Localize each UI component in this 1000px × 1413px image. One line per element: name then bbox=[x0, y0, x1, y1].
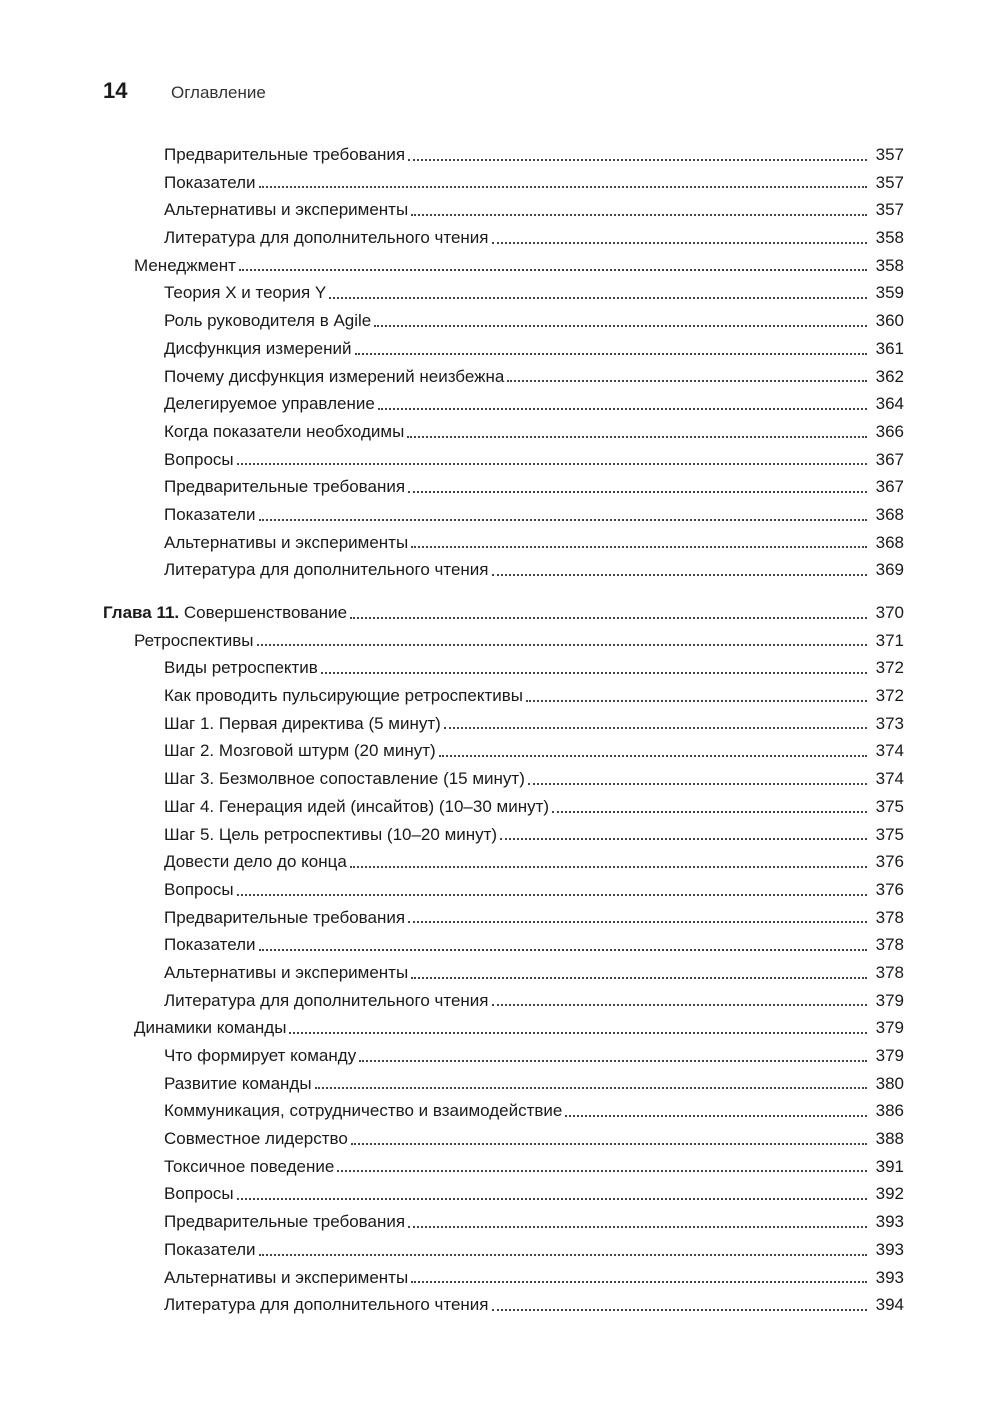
toc-entry-label: Дисфункция измерений bbox=[164, 338, 352, 358]
toc-entry-label: Предварительные требования bbox=[164, 1212, 406, 1232]
toc-entry-label: Литература для дополнительного чтения bbox=[164, 228, 489, 248]
toc-entry-title bbox=[164, 169, 256, 197]
toc-entry[interactable] bbox=[103, 1097, 904, 1125]
toc-entry-page: 391 bbox=[875, 1156, 904, 1176]
toc-entry[interactable] bbox=[103, 473, 904, 501]
table-of-contents bbox=[103, 141, 904, 1319]
dot-leader bbox=[526, 699, 867, 702]
toc-entry-label: Показатели bbox=[164, 1239, 256, 1259]
toc-entry-page: 362 bbox=[875, 366, 904, 386]
toc-entry-label: Виды ретроспектив bbox=[164, 658, 318, 678]
toc-entry-page: 376 bbox=[875, 852, 904, 872]
toc-entry[interactable] bbox=[103, 1180, 904, 1208]
toc-entry-title bbox=[164, 279, 326, 307]
toc-entry-page: 373 bbox=[875, 713, 904, 733]
toc-entry-label: Вопросы bbox=[164, 879, 234, 899]
toc-entry-label: Шаг 4. Генерация идей (инсайтов) (10–30 минут) bbox=[164, 796, 550, 816]
toc-entry-title bbox=[164, 390, 375, 418]
toc-entry[interactable] bbox=[103, 446, 904, 474]
toc-entry-title bbox=[164, 654, 318, 682]
dot-leader bbox=[289, 1031, 867, 1034]
dot-leader bbox=[411, 213, 867, 216]
dot-leader bbox=[408, 920, 867, 923]
toc-entry[interactable] bbox=[103, 1208, 904, 1236]
toc-entry-page: 378 bbox=[875, 907, 904, 927]
toc-entry-title bbox=[164, 307, 371, 335]
toc-entry[interactable] bbox=[103, 1153, 904, 1181]
chapter-number: Глава 11. bbox=[103, 603, 180, 622]
toc-entry-page: 358 bbox=[875, 255, 904, 275]
toc-entry[interactable] bbox=[103, 1042, 904, 1070]
toc-entry-label: Довести дело до конца bbox=[164, 852, 347, 872]
dot-leader bbox=[321, 671, 867, 674]
dot-leader bbox=[492, 1308, 868, 1311]
dot-leader bbox=[492, 573, 868, 576]
toc-entry-page: 379 bbox=[875, 1018, 904, 1038]
toc-entry-label: Вопросы bbox=[164, 449, 234, 469]
toc-entry-title bbox=[134, 627, 254, 655]
toc-entry-label: Совместное лидерство bbox=[164, 1129, 348, 1149]
toc-entry-page: 370 bbox=[875, 603, 904, 622]
toc-entry-page: 361 bbox=[875, 338, 904, 358]
toc-entry-label: Развитие команды bbox=[164, 1073, 312, 1093]
toc-entry-title bbox=[164, 793, 549, 821]
toc-entry-title bbox=[164, 418, 404, 446]
toc-entry-page: 366 bbox=[875, 421, 904, 441]
toc-entry[interactable] bbox=[103, 501, 904, 529]
toc-entry-label: Почему дисфункция измерений неизбежна bbox=[164, 366, 505, 386]
toc-entry-title bbox=[134, 252, 236, 280]
toc-entry[interactable] bbox=[103, 196, 904, 224]
toc-entry-title bbox=[164, 682, 523, 710]
running-title: Оглавление bbox=[171, 83, 266, 102]
dot-leader bbox=[407, 435, 867, 438]
dot-leader bbox=[444, 726, 867, 729]
toc-entry-title bbox=[164, 224, 489, 252]
toc-entry-page: 378 bbox=[875, 962, 904, 982]
dot-leader bbox=[565, 1114, 867, 1117]
toc-entry-label: Теория X и теория Y bbox=[164, 283, 327, 303]
toc-entry[interactable] bbox=[103, 737, 904, 765]
toc-entry[interactable] bbox=[103, 959, 904, 987]
toc-entry-title bbox=[164, 529, 408, 557]
toc-entry-page: 374 bbox=[875, 741, 904, 761]
toc-entry[interactable] bbox=[103, 904, 904, 932]
toc-entry-page: 359 bbox=[875, 283, 904, 303]
toc-entry[interactable] bbox=[103, 1236, 904, 1264]
toc-entry[interactable] bbox=[103, 1125, 904, 1153]
toc-entry[interactable] bbox=[103, 682, 904, 710]
dot-leader bbox=[257, 643, 868, 646]
toc-entry[interactable] bbox=[103, 793, 904, 821]
toc-entry[interactable] bbox=[103, 529, 904, 557]
toc-entry-title bbox=[164, 765, 525, 793]
toc-entry[interactable] bbox=[103, 279, 904, 307]
toc-entry-label: Шаг 1. Первая директива (5 минут) bbox=[164, 713, 441, 733]
toc-entry-label: Токсичное поведение bbox=[164, 1156, 335, 1176]
dot-leader bbox=[492, 241, 868, 244]
toc-entry-page: 357 bbox=[875, 200, 904, 220]
toc-entry[interactable] bbox=[103, 556, 904, 584]
dot-leader bbox=[329, 296, 867, 299]
toc-entry-label: Шаг 5. Цель ретроспективы (10–20 минут) bbox=[164, 824, 498, 844]
toc-entry-page: 388 bbox=[875, 1129, 904, 1149]
toc-entry[interactable] bbox=[103, 390, 904, 418]
toc-entry-page: 357 bbox=[875, 172, 904, 192]
dot-leader bbox=[507, 379, 867, 382]
toc-entry-title bbox=[103, 599, 347, 627]
toc-entry-label: Показатели bbox=[164, 504, 256, 524]
toc-entry[interactable] bbox=[103, 765, 904, 793]
dot-leader bbox=[552, 810, 867, 813]
toc-entry[interactable] bbox=[103, 252, 904, 280]
dot-leader bbox=[239, 268, 867, 271]
dot-leader bbox=[237, 462, 867, 465]
toc-entry-page: 367 bbox=[875, 449, 904, 469]
toc-entry-page: 358 bbox=[875, 228, 904, 248]
toc-entry-title bbox=[164, 737, 436, 765]
toc-entry-label: Литература для дополнительного чтения bbox=[164, 1295, 489, 1315]
toc-entry-label: Предварительные требования bbox=[164, 145, 406, 164]
toc-entry[interactable] bbox=[103, 1014, 904, 1042]
toc-entry[interactable] bbox=[103, 987, 904, 1015]
toc-entry-label: Как проводить пульсирующие ретроспективы bbox=[164, 686, 523, 706]
toc-entry-title bbox=[164, 473, 405, 501]
toc-entry-page: 376 bbox=[875, 879, 904, 899]
toc-entry-page: 379 bbox=[875, 990, 904, 1010]
dot-leader bbox=[359, 1059, 867, 1062]
toc-entry-title bbox=[164, 1042, 356, 1070]
toc-entry[interactable] bbox=[103, 627, 904, 655]
toc-entry-label: Роль руководителя в Agile bbox=[164, 311, 372, 331]
toc-entry-page: 393 bbox=[875, 1212, 904, 1232]
toc-entry-title bbox=[164, 959, 408, 987]
toc-entry-label: Что формирует команду bbox=[164, 1046, 357, 1065]
toc-entry-title bbox=[164, 821, 497, 849]
toc-entry[interactable] bbox=[103, 1291, 904, 1319]
dot-leader bbox=[259, 948, 867, 951]
toc-entry-title bbox=[164, 1153, 334, 1181]
toc-entry-title bbox=[164, 1070, 312, 1098]
toc-entry-label: Делегируемое управление bbox=[164, 394, 375, 414]
toc-entry-page: 371 bbox=[875, 630, 904, 650]
dot-leader bbox=[315, 1086, 867, 1089]
toc-entry[interactable] bbox=[103, 710, 904, 738]
dot-leader bbox=[411, 545, 867, 548]
toc-entry-page: 380 bbox=[875, 1073, 904, 1093]
toc-entry-label: Альтернативы и эксперименты bbox=[164, 962, 409, 982]
toc-entry-page: 360 bbox=[875, 311, 904, 331]
toc-chapter-entry[interactable] bbox=[103, 599, 904, 627]
dot-leader bbox=[259, 518, 867, 521]
toc-entry[interactable] bbox=[103, 335, 904, 363]
toc-entry[interactable] bbox=[103, 876, 904, 904]
toc-entry-page: 368 bbox=[875, 504, 904, 524]
toc-entry-title bbox=[164, 446, 234, 474]
toc-entry-title bbox=[164, 141, 405, 169]
dot-leader bbox=[500, 837, 867, 840]
toc-entry-label: Литература для дополнительного чтения bbox=[164, 990, 489, 1010]
toc-entry[interactable] bbox=[103, 169, 904, 197]
dot-leader bbox=[528, 782, 867, 785]
dot-leader bbox=[378, 407, 867, 410]
toc-entry-title bbox=[164, 931, 256, 959]
toc-entry-title bbox=[164, 1125, 348, 1153]
toc-entry-page: 393 bbox=[875, 1239, 904, 1259]
dot-leader bbox=[350, 616, 867, 619]
toc-entry-label: Показатели bbox=[164, 172, 256, 192]
toc-entry-label: Предварительные требования bbox=[164, 477, 406, 497]
toc-entry[interactable] bbox=[103, 224, 904, 252]
toc-entry-page: 379 bbox=[875, 1046, 904, 1065]
toc-entry-page: 372 bbox=[875, 658, 904, 678]
toc-entry-label: Когда показатели необходимы bbox=[164, 421, 405, 441]
toc-entry-page: 372 bbox=[875, 686, 904, 706]
toc-entry-page: 357 bbox=[875, 145, 904, 164]
dot-leader bbox=[259, 185, 867, 188]
toc-entry-label: Вопросы bbox=[164, 1184, 234, 1204]
toc-entry-page: 394 bbox=[875, 1295, 904, 1315]
toc-entry-title bbox=[164, 501, 256, 529]
dot-leader bbox=[411, 976, 867, 979]
dot-leader bbox=[408, 1225, 867, 1228]
dot-leader bbox=[237, 1197, 867, 1200]
toc-entry[interactable] bbox=[103, 363, 904, 391]
dot-leader bbox=[492, 1003, 868, 1006]
toc-entry-label: Менеджмент bbox=[134, 255, 236, 275]
toc-entry-page: 368 bbox=[875, 532, 904, 552]
toc-entry-page: 364 bbox=[875, 394, 904, 414]
toc-entry-page: 369 bbox=[875, 560, 904, 580]
toc-entry-title bbox=[164, 335, 352, 363]
dot-leader bbox=[237, 893, 867, 896]
dot-leader bbox=[351, 1142, 867, 1145]
toc-entry-page: 375 bbox=[875, 824, 904, 844]
dot-leader bbox=[411, 1280, 867, 1283]
toc-entry-title bbox=[164, 1180, 234, 1208]
toc-entry-title bbox=[164, 1097, 562, 1125]
toc-entry-title bbox=[164, 363, 504, 391]
toc-entry-label: Ретроспективы bbox=[134, 630, 254, 650]
toc-entry[interactable] bbox=[103, 307, 904, 335]
toc-entry[interactable] bbox=[103, 931, 904, 959]
dot-leader bbox=[350, 865, 867, 868]
toc-entry-label: Альтернативы и эксперименты bbox=[164, 200, 409, 220]
toc-entry-page: 367 bbox=[875, 477, 904, 497]
toc-entry-page: 375 bbox=[875, 796, 904, 816]
toc-entry-label: Шаг 2. Мозговой штурм (20 минут) bbox=[164, 741, 436, 761]
toc-entry-title bbox=[164, 1264, 408, 1292]
toc-entry[interactable] bbox=[103, 1070, 904, 1098]
toc-entry-label: Совершенствование bbox=[183, 603, 348, 622]
toc-entry-title bbox=[164, 987, 489, 1015]
toc-entry-title bbox=[164, 904, 405, 932]
toc-entry[interactable] bbox=[103, 654, 904, 682]
toc-entry-page: 393 bbox=[875, 1267, 904, 1287]
dot-leader bbox=[259, 1253, 867, 1256]
toc-entry-title bbox=[164, 710, 441, 738]
toc-entry-title bbox=[164, 848, 347, 876]
toc-entry-label: Показатели bbox=[164, 935, 256, 955]
toc-entry-page: 374 bbox=[875, 769, 904, 789]
toc-entry[interactable] bbox=[103, 821, 904, 849]
toc-entry-page: 378 bbox=[875, 935, 904, 955]
toc-entry-label: Динамики команды bbox=[134, 1018, 287, 1038]
dot-leader bbox=[439, 754, 867, 757]
toc-entry-label: Шаг 3. Безмолвное сопоставление (15 минут) bbox=[164, 769, 525, 789]
toc-entry-page: 386 bbox=[875, 1101, 904, 1121]
toc-entry-title bbox=[164, 876, 234, 904]
toc-entry[interactable] bbox=[103, 418, 904, 446]
dot-leader bbox=[408, 158, 867, 161]
dot-leader bbox=[355, 352, 867, 355]
dot-leader bbox=[374, 324, 867, 327]
toc-entry-label: Коммуникация, сотрудничество и взаимодействие bbox=[164, 1101, 563, 1121]
toc-entry-label: Альтернативы и эксперименты bbox=[164, 1267, 409, 1287]
dot-leader bbox=[337, 1169, 867, 1172]
toc-entry-page: 392 bbox=[875, 1184, 904, 1204]
toc-entry[interactable] bbox=[103, 141, 904, 169]
toc-entry-label: Предварительные требования bbox=[164, 907, 406, 927]
toc-entry-title bbox=[164, 1236, 256, 1264]
toc-entry-title bbox=[164, 1208, 405, 1236]
toc-entry-label: Литература для дополнительного чтения bbox=[164, 560, 489, 580]
toc-entry-title bbox=[164, 1291, 489, 1319]
dot-leader bbox=[408, 490, 867, 493]
toc-entry[interactable] bbox=[103, 1264, 904, 1292]
toc-entry-title bbox=[164, 196, 408, 224]
toc-entry-title bbox=[164, 556, 489, 584]
page-header bbox=[103, 78, 266, 104]
toc-entry-title bbox=[134, 1014, 286, 1042]
toc-entry-label: Альтернативы и эксперименты bbox=[164, 532, 409, 552]
toc-entry[interactable] bbox=[103, 848, 904, 876]
page-number: 14 bbox=[103, 78, 128, 103]
